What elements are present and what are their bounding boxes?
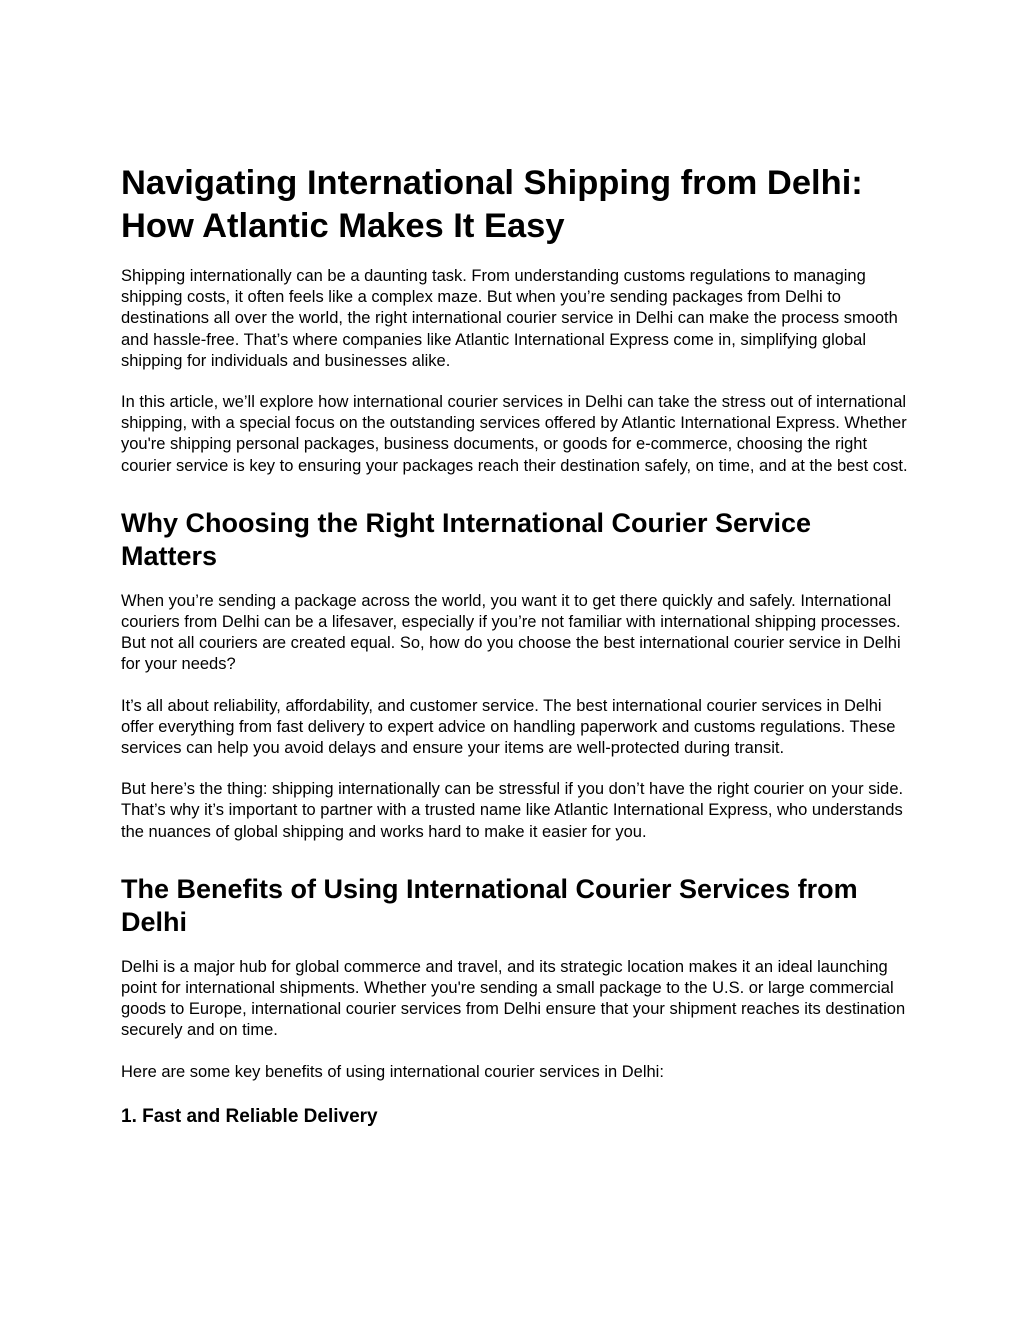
section2-paragraph-1: Delhi is a major hub for global commerce and travel, and its strategic location makes it an ideal launching point for international shipments. Whether you're sending a small package to the U.S. or large commercial goods to Europe, international courier services from Delhi ensure that your shipment reaches its destination securely and on time. — [121, 957, 906, 1040]
document-page — [121, 162, 911, 1128]
section2-paragraph-2: Here are some key benefits of using international courier services in Delhi: — [121, 1062, 664, 1081]
section1-paragraph-3: But here’s the thing: shipping internationally can be stressful if you don’t have the right courier on your side. That’s why it’s important to partner with a trusted name like Atlantic International Express, who understands the nuances of global shipping and works hard to make it easier for you. — [121, 780, 904, 841]
intro-paragraph-2: In this article, we’ll explore how international courier services in Delhi can take the stress out of international shipping, with a special focus on the outstanding services offered by Atlantic International Express. Whether you're shipping personal packages, business documents, or goods for e-commerce, choosing the right courier service is key to ensuring your packages reach their destination safely, on time, and at the best cost. — [121, 393, 908, 475]
intro-paragraph-1: Shipping internationally can be a daunting task. From understanding customs regulations to managing shipping costs, it often feels like a complex maze. But when you’re sending packages from Delhi to destinations all over the world, the right international courier service in Delhi can make the process smooth and hassle-free. That’s where companies like Atlantic International Express come in, simplifying global shipping for individuals and businesses alike. — [121, 267, 898, 370]
section1-paragraph-1: When you’re sending a package across the world, you want it to get there quickly and safely. International couriers from Delhi can be a lifesaver, especially if you’re not familiar with international shipping processes. But not all couriers are created equal. So, how do you choose the best international courier service in Delhi for your needs? — [121, 591, 901, 674]
article-title: Navigating International Shipping from Delhi: How Atlantic Makes It Easy — [121, 164, 863, 245]
section-heading-benefits: The Benefits of Using International Courier Services from Delhi — [121, 873, 858, 937]
subheading-fast-reliable-delivery: 1. Fast and Reliable Delivery — [121, 1105, 378, 1127]
section1-paragraph-2: It’s all about reliability, affordability, and customer service. The best international courier services in Delhi offer everything from fast delivery to expert advice on handling paperwork and customs regulations. These services can help you avoid delays and ensure your items are well-protected during transit. — [121, 696, 896, 758]
section-heading-why-choosing: Why Choosing the Right International Courier Service Matters — [121, 507, 812, 571]
